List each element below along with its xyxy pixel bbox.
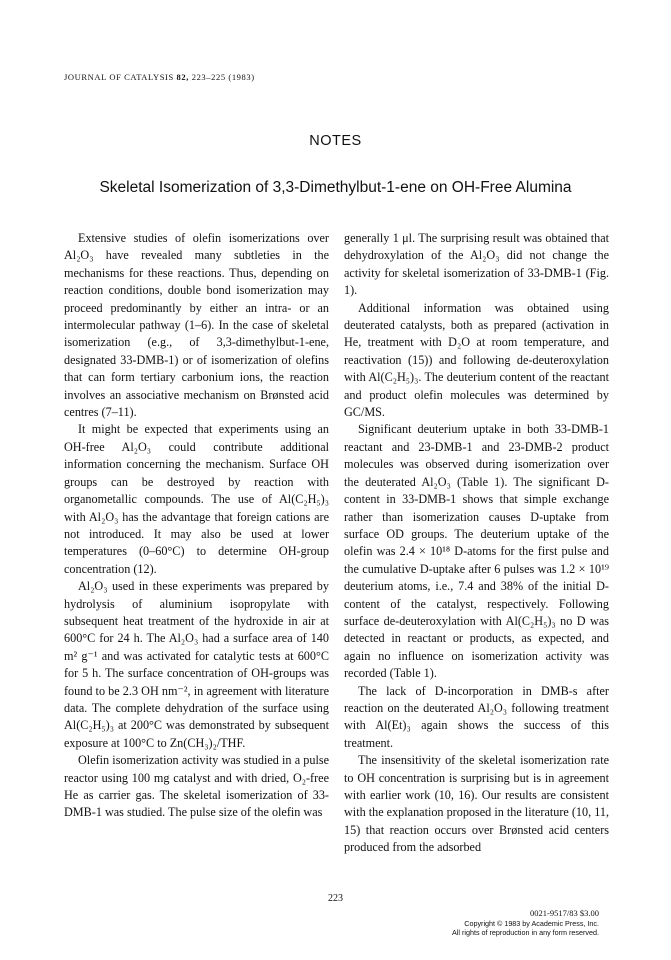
- paragraph: The lack of D-incorporation in DMB-s after reaction on the deuterated Al₂O₃ following treatment with Al(Et)₃ again shows the success of this treatment.: [344, 683, 609, 750]
- copyright-block: [452, 909, 599, 938]
- journal-pages-year: 223–225 (1983): [191, 72, 255, 82]
- paragraph-continued: generally 1 μl. The surprising result was obtained that dehydroxylation of the Al₂O₃ did not change the activity for skeletal isomerization of 33-DMB-1 (Fig. 1).: [344, 231, 609, 298]
- paragraph: Additional information was obtained using deuterated catalysts, both as prepared (activation in He, treatment with D₂O at room temperature, and reactivation (15)) and following de-deuteroxylation with Al(C₂H₅)₃. The deuterium content of the reactant and product olefin molecules was determined by GC/MS.: [344, 300, 609, 420]
- issn-price: 0021-9517/83 $3.00: [530, 908, 599, 918]
- paragraph: Extensive studies of olefin isomerizations over Al₂O₃ have revealed many subtleties in the mechanisms for these reactions. Thus, depending on reaction conditions, double bond isomerization may proceed predominantly by either an intra- or an intermolecular pathway (1–6). In the case of skeletal isomerization (e.g., of 3,3-dimethylbut-1-ene, designated 33-DMB-1) or of isomerization of olefins that can form tertiary carbonium ions, the reaction involves an associative mechanism on Brønsted acid centres (7–11).: [64, 231, 329, 420]
- page-number: 223: [328, 893, 343, 904]
- journal-header: [64, 72, 255, 82]
- paragraph: Al₂O₃ used in these experiments was prepared by hydrolysis of aluminium isopropylate with subsequent heat treatment of the hydroxide in air at 600°C for 24 h. The Al₂O₃ had a surface area of 140 m² g⁻¹ and was activated for catalytic tests at 600°C for 5 h. The surface concentration of OH-groups was found to be 2.3 OH nm⁻², in agreement with literature data. The complete dehydration of the surface using Al(C₂H₅)₃ at 200°C was demonstrated by subsequent exposure at 100°C to Zn(CH₃)₂/THF.: [64, 579, 329, 750]
- section-heading: NOTES: [309, 133, 362, 149]
- right-column: [344, 230, 609, 857]
- paragraph: The insensitivity of the skeletal isomerization rate to OH concentration is surprising but is in agreement with earlier work (10, 16). Our results are consistent with the explanation proposed in the literature (10, 11, 15) that reaction occurs over Brønsted acid centers produced from the adsorbed: [344, 753, 609, 855]
- left-column: [64, 230, 329, 822]
- article-title: Skeletal Isomerization of 3,3-Dimethylbut-1-ene on OH-Free Alumina: [99, 179, 572, 196]
- paragraph: Olefin isomerization activity was studied in a pulse reactor using 100 mg catalyst and with dried, O₂-free He as carrier gas. The skeletal isomerization of 33-DMB-1 was studied. The pulse size of the olefin was: [64, 753, 329, 820]
- rights-line: All rights of reproduction in any form reserved.: [451, 928, 599, 938]
- paragraph: Significant deuterium uptake in both 33-DMB-1 reactant and 23-DMB-1 and 23-DMB-2 product molecules was observed during isomerization over the deuterated Al₂O₃ (Table 1). The significant D-content in 33-DMB-1 shows that simple exchange rather than isomerization causes D-uptake from surface OD groups. The deuterium uptake of the olefin was 2.4 × 10¹⁸ D-atoms for the first pulse and the cumulative D-uptake after 6 pulses was 1.2 × 10¹⁹ deuterium atoms, i.e., 7.4 and 38% of the initial D-content of the catalyst, respectively. Following surface de-deuteroxylation with Al(C₂H₅)₃ no D was detected in reactant or products, as expected, and again no influence on isomerization activity was recorded (Table 1).: [344, 422, 609, 681]
- paragraph: It might be expected that experiments using an OH-free Al₂O₃ could contribute additional information concerning the mechanism. Surface OH groups can be destroyed by reaction with organometallic compounds. The use of Al(C₂H₅)₃ with Al₂O₃ has the advantage that foreign cations are not introduced. It may also be used at lower temperatures (0–60°C) to determine OH-group concentration (12).: [64, 422, 329, 576]
- journal-name: JOURNAL OF CATALYSIS: [64, 72, 174, 82]
- copyright-line: Copyright © 1983 by Academic Press, Inc.: [464, 918, 599, 928]
- journal-volume: 82,: [176, 72, 189, 82]
